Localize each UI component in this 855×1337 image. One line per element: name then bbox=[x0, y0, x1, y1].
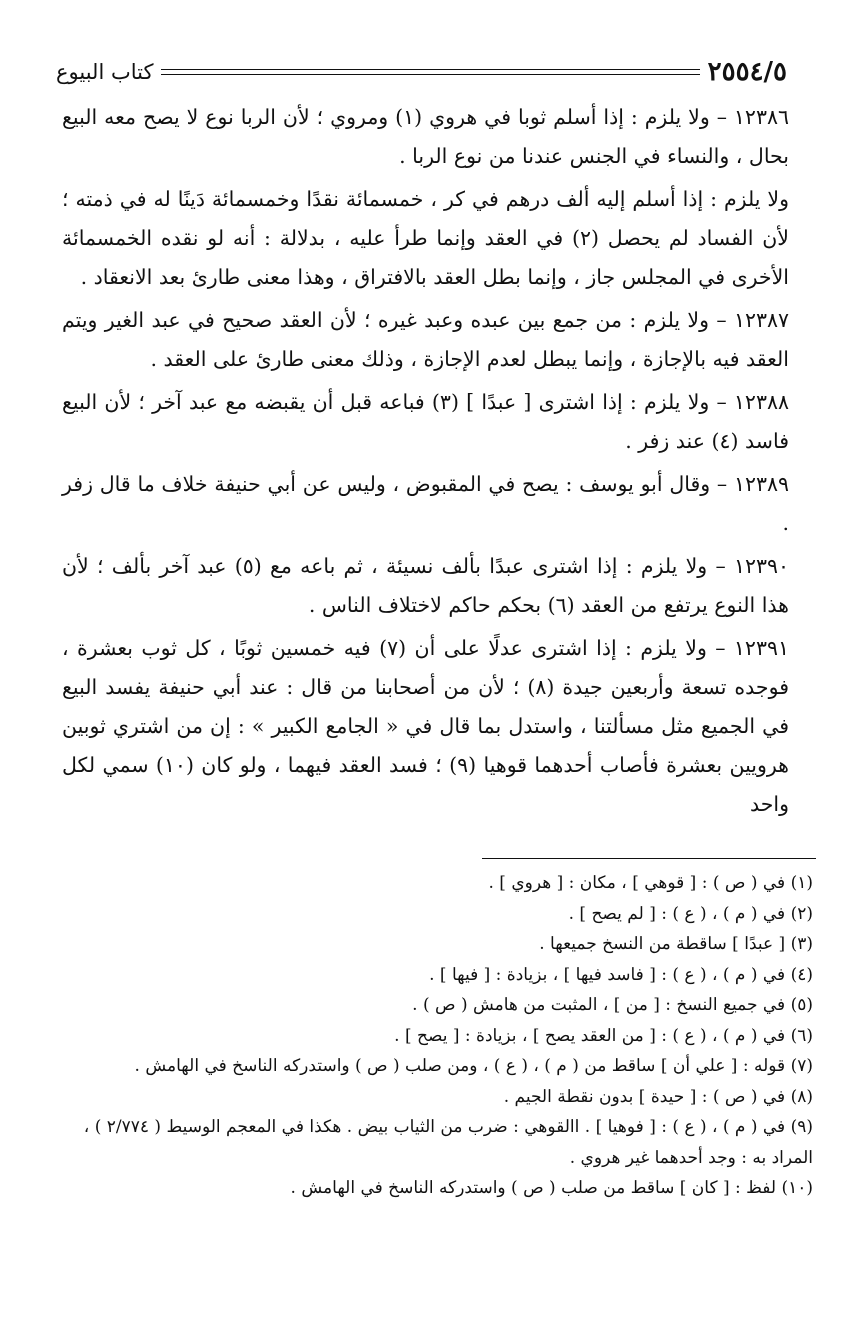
running-header bbox=[56, 52, 787, 92]
footnote: (٦) في ( م ) ، ( ع ) : [ من العقد يصح ] ، بزيادة : [ يصح ] . bbox=[394, 1025, 813, 1046]
footnote: (٣) [ عبدًا ] ساقطة من النسخ جميعها . bbox=[539, 934, 813, 954]
main-text bbox=[62, 98, 789, 828]
book-title: كتاب البيوع bbox=[56, 60, 154, 84]
footnote: (٥) في جميع النسخ : [ من ] ، المثبت من هامش ( ص ) . bbox=[412, 995, 813, 1015]
paragraph-12387: ١٢٣٨٧ – ولا يلزم : من جمع بين عبده وعبد غيره ؛ لأن العقد صحيح في عبد الغير ويتم العقد فيه بالإجازة ، وإنما يبطل لعدم الإجازة ، وذلك معنى طارئ على العقد . bbox=[62, 308, 789, 371]
footnote-separator bbox=[482, 858, 816, 859]
footnote: (١٠) لفظ : [ كان ] ساقط من صلب ( ص ) واستدركه الناسخ في الهامش . bbox=[290, 1178, 813, 1198]
footnotes bbox=[60, 868, 813, 1204]
paragraph-12389: ١٢٣٨٩ – وقال أبو يوسف : يصح في المقبوض ، وليس عن أبي حنيفة خلاف ما قال زفر . bbox=[62, 472, 789, 535]
paragraph-12391: ١٢٣٩١ – ولا يلزم : إذا اشترى عدلًا على أن (٧) فيه خمسين ثوبًا ، كل ثوب بعشرة ، فوجده تسعة وأربعين جيدة (٨) ؛ لأن من أصحابنا من قال : عند أبي حنيفة يفسد البيع في الجميع مثل مسألتنا ، واستدل بما قال في « الجامع الكبير » : إن من اشتري ثوبين هرويين بعشرة فأصاب أحدهما قوهيا (٩) ؛ فسد العقد فيهما ، ولو كان (١٠) سمي لكل واحد bbox=[62, 636, 789, 816]
footnote: (٨) في ( ص ) : [ حيدة ] بدون نقطة الجيم . bbox=[503, 1086, 813, 1107]
footnote: (٢) في ( م ) ، ( ع ) : [ لم يصح ] . bbox=[568, 903, 813, 924]
paragraph-12388: ١٢٣٨٨ – ولا يلزم : إذا اشترى [ عبدًا ] (٣) فباعه قبل أن يقبضه مع عبد آخر ؛ لأن البيع فاسد (٤) عند زفر . bbox=[62, 390, 789, 453]
footnote: (٤) في ( م ) ، ( ع ) : [ فاسد فيها ] ، بزيادة : [ فيها ] . bbox=[429, 964, 813, 985]
header-rule bbox=[161, 69, 699, 75]
paragraph-12386-continued: ولا يلزم : إذا أسلم إليه ألف درهم في كر ، خمسمائة نقدًا وخمسمائة دَينًا له في ذمته ؛ لأن الفساد لم يحصل (٢) في العقد وإنما طرأ عليه ، بدلالة : أنه لو نقده الخمسمائة الأخرى في المجلس جاز ، وإنما بطل العقد بالافتراق ، وهذا معنى طارئ بعد الانعقاد . bbox=[62, 187, 789, 289]
footnote: (٩) في ( م ) ، ( ع ) : [ فوهيا ] . االقوهي : ضرب من الثياب بيض . هكذا في المعجم الوسيط ( ٢/٧٧٤ ) ، bbox=[83, 1117, 813, 1137]
page-number: ٢٥٥٤/٥ bbox=[707, 57, 787, 87]
footnote: (١) في ( ص ) : [ قوهي ] ، مكان : [ هروي ] . bbox=[488, 873, 813, 893]
paragraph-12390: ١٢٣٩٠ – ولا يلزم : إذا اشترى عبدًا بألف نسيئة ، ثم باعه مع (٥) عبد آخر بألف ؛ لأن هذا النوع يرتفع من العقد (٦) بحكم حاكم لاختلاف الناس . bbox=[62, 554, 789, 617]
footnote: (٧) قوله : [ علي أن ] ساقط من ( م ) ، ( ع ) ، ومن صلب ( ص ) واستدركه الناسخ في الهامش . bbox=[134, 1056, 813, 1076]
footnote-continuation: المراد به : وجد أحدهما غير هروي . bbox=[569, 1147, 813, 1168]
paragraph-12386: ١٢٣٨٦ – ولا يلزم : إذا أسلم ثوبا في هروي (١) ومروي ؛ لأن الربا نوع لا يصح معه البيع بحال ، والنساء في الجنس عندنا من نوع الربا . bbox=[62, 105, 789, 168]
